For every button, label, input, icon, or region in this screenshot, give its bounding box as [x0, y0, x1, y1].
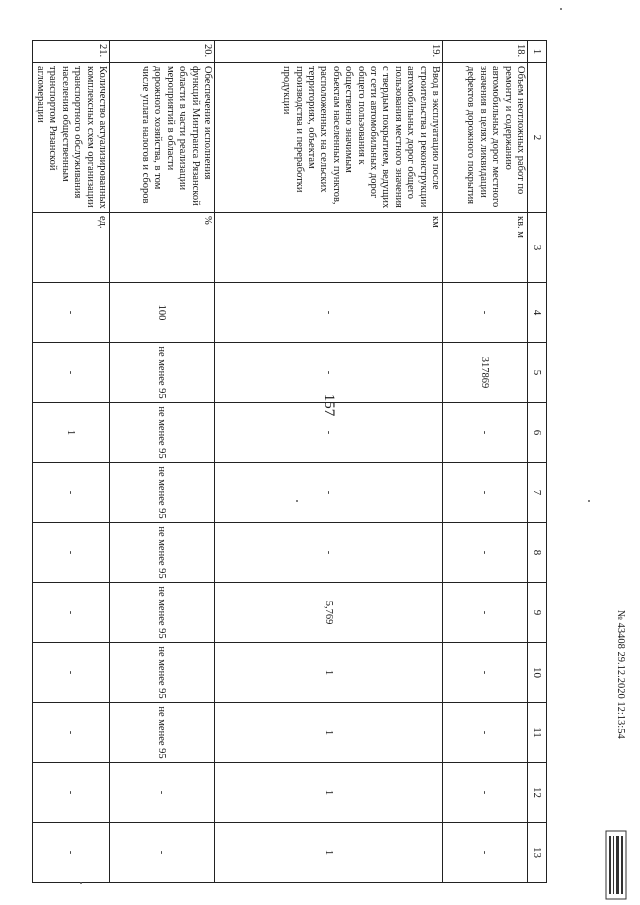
- page-number: 157: [321, 393, 337, 417]
- value-cell: -: [215, 343, 443, 403]
- value-cell: не менее 95: [110, 703, 215, 763]
- indicator-name: Количество актуализированных комплексных схем организации транспортного обслуживания населения общественным транспортом Рязанской агломерации: [32, 63, 109, 213]
- value-cell: 100: [110, 283, 215, 343]
- value-cell: -: [32, 283, 109, 343]
- row-number: 21.: [32, 41, 109, 63]
- value-cell: 1: [215, 643, 443, 703]
- registration-number: № 43408 29.12.2020 12:13:54: [615, 610, 626, 739]
- header-row: [528, 41, 547, 883]
- row-number: 20.: [110, 41, 215, 63]
- value-cell: -: [32, 763, 109, 823]
- col-header: 2: [528, 63, 547, 213]
- value-cell: -: [443, 643, 528, 703]
- scan-speck: [588, 500, 590, 502]
- value-cell: -: [443, 703, 528, 763]
- value-cell: -: [443, 283, 528, 343]
- value-cell: 1: [32, 403, 109, 463]
- value-cell: -: [32, 823, 109, 883]
- table-row: [110, 41, 215, 883]
- value-cell: -: [215, 523, 443, 583]
- unit-cell: %: [110, 213, 215, 283]
- col-header: 12: [528, 763, 547, 823]
- scan-speck: [296, 500, 298, 502]
- value-cell: не менее 95: [110, 643, 215, 703]
- indicator-name: Ввод в эксплуатацию после строительства и реконструкции автомобильных дорог общего пользования местного значения с твердым покрытием, ведущих от сети автомобильных дорог общего пользования к общественно значимым объектам населенных пунктов, расположенных на сельских территориях, объектам производства и переработки продукции: [215, 63, 443, 213]
- value-cell: -: [32, 523, 109, 583]
- col-header: 5: [528, 343, 547, 403]
- col-header: 9: [528, 583, 547, 643]
- value-cell: -: [443, 403, 528, 463]
- value-cell: 317869: [443, 343, 528, 403]
- value-cell: -: [443, 763, 528, 823]
- value-cell: -: [215, 463, 443, 523]
- indicators-table: [32, 40, 547, 883]
- unit-cell: ед.: [32, 213, 109, 283]
- barcode-stamp-icon: [605, 830, 627, 900]
- col-header: 4: [528, 283, 547, 343]
- value-cell: -: [32, 583, 109, 643]
- col-header: 6: [528, 403, 547, 463]
- value-cell: -: [443, 523, 528, 583]
- value-cell: -: [443, 823, 528, 883]
- col-header: 7: [528, 463, 547, 523]
- value-cell: -: [215, 403, 443, 463]
- value-cell: 1: [215, 703, 443, 763]
- row-number: 18.: [443, 41, 528, 63]
- value-cell: -: [32, 703, 109, 763]
- unit-cell: кв. м: [443, 213, 528, 283]
- value-cell: не менее 95: [110, 343, 215, 403]
- value-cell: -: [215, 283, 443, 343]
- col-header: 11: [528, 703, 547, 763]
- value-cell: -: [110, 763, 215, 823]
- scan-speck: [80, 882, 82, 884]
- scan-speck: [560, 8, 562, 10]
- value-cell: 1: [215, 823, 443, 883]
- indicator-name: Обеспечение исполнения функций Минтранса Рязанской области в части реализации мероприятий в области дорожного хозяйства, в том числе уплата налогов и сборов: [110, 63, 215, 213]
- row-number: 19.: [215, 41, 443, 63]
- value-cell: не менее 95: [110, 523, 215, 583]
- value-cell: -: [443, 463, 528, 523]
- value-cell: -: [110, 823, 215, 883]
- value-cell: 1: [215, 763, 443, 823]
- col-header: 3: [528, 213, 547, 283]
- table-row: [215, 41, 443, 883]
- col-header: 10: [528, 643, 547, 703]
- value-cell: -: [32, 463, 109, 523]
- value-cell: не менее 95: [110, 403, 215, 463]
- indicator-name: Объем неотложных работ по ремонту и содержанию автомобильных дорог местного значения в целях ликвидации дефектов дорожного покрытия: [443, 63, 528, 213]
- value-cell: 5,769: [215, 583, 443, 643]
- value-cell: не менее 95: [110, 583, 215, 643]
- value-cell: -: [32, 643, 109, 703]
- unit-cell: км: [215, 213, 443, 283]
- col-header: 8: [528, 523, 547, 583]
- col-header: 13: [528, 823, 547, 883]
- value-cell: -: [443, 583, 528, 643]
- value-cell: не менее 95: [110, 463, 215, 523]
- table-row: [443, 41, 528, 883]
- registration-stamp-text: [612, 610, 628, 820]
- col-header: 1: [528, 41, 547, 63]
- table-row: [32, 41, 109, 883]
- value-cell: -: [32, 343, 109, 403]
